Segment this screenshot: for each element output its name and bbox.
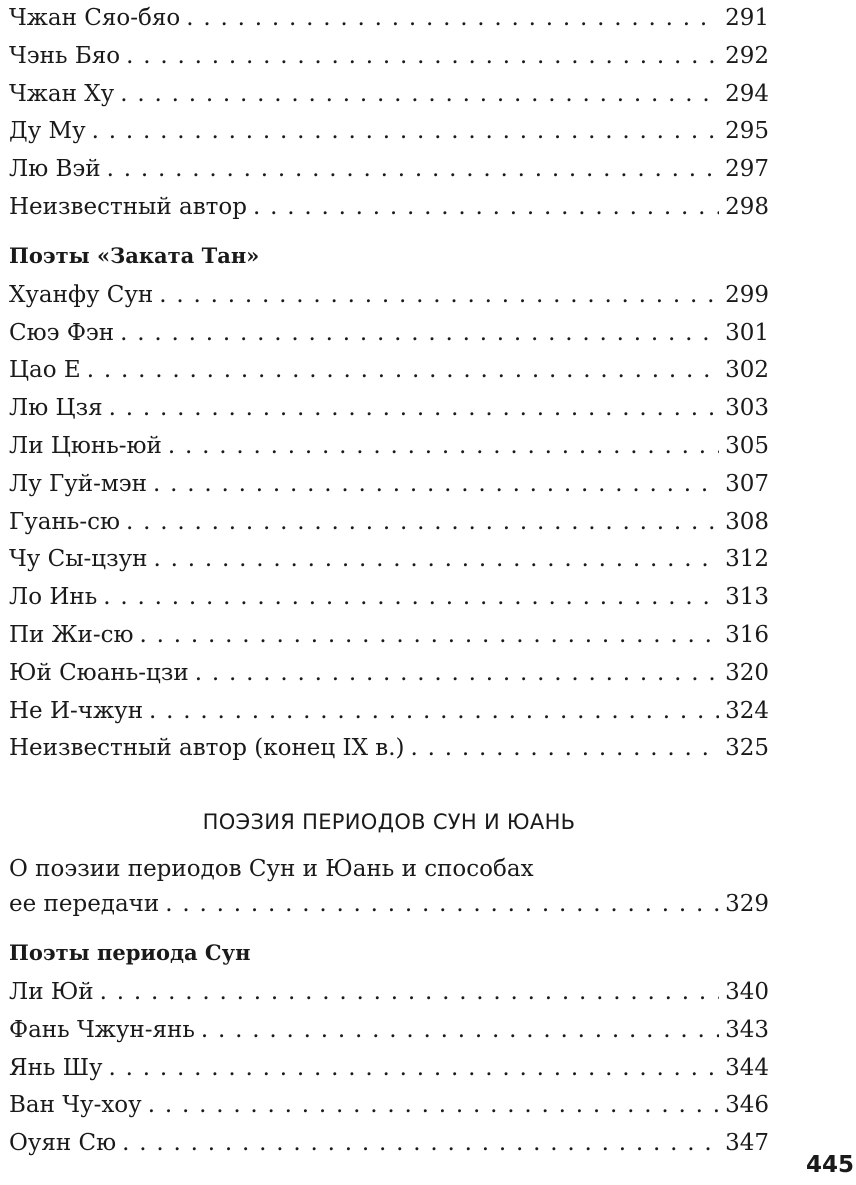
toc-entry [9, 579, 769, 617]
dot-leader [201, 1012, 719, 1050]
toc-entry [9, 1125, 769, 1163]
part-heading: ПОЭЗИЯ ПЕРИОДОВ СУН И ЮАНЬ [202, 810, 576, 835]
dot-leader [153, 466, 719, 504]
toc-entry-page: 301 [719, 315, 769, 353]
toc-entry-page: 292 [719, 38, 769, 76]
toc-entry [9, 466, 769, 504]
toc-page [9, 0, 769, 1163]
toc-entry-page: 307 [719, 466, 769, 504]
dot-leader [109, 1050, 720, 1088]
toc-entry-page: 344 [719, 1050, 769, 1088]
toc-entry-name: Лу Гуй-мэн [9, 466, 153, 504]
dot-leader [103, 579, 719, 617]
toc-entry [9, 0, 769, 38]
toc-entry-page: 343 [719, 1012, 769, 1050]
dot-leader [154, 541, 720, 579]
dot-leader [107, 151, 719, 189]
toc-entry [9, 617, 769, 655]
dot-leader [140, 617, 720, 655]
dot-leader [165, 886, 719, 924]
toc-entry-name: Сюэ Фэн [9, 315, 120, 353]
page-number: 445 [806, 1152, 855, 1178]
dot-leader [120, 315, 719, 353]
dot-leader [126, 504, 719, 542]
toc-entry-page: 305 [719, 428, 769, 466]
toc-section-sun-list [9, 974, 769, 1163]
toc-entry [9, 315, 769, 353]
toc-entry-page: 295 [719, 113, 769, 151]
dot-leader [186, 0, 719, 38]
toc-entry-page: 297 [719, 151, 769, 189]
toc-entry-page: 320 [719, 655, 769, 693]
toc-entry [9, 1012, 769, 1050]
toc-entry [9, 886, 769, 924]
toc-entry-page: 298 [719, 189, 769, 227]
toc-entry-page: 308 [719, 504, 769, 542]
toc-entry-name-line2: ее передачи [9, 886, 165, 924]
dot-leader [100, 974, 719, 1012]
toc-entry [9, 428, 769, 466]
toc-entry [9, 390, 769, 428]
toc-entry-name: Оуян Сю [9, 1125, 122, 1163]
dot-leader [195, 655, 719, 693]
toc-entry-name: Ли Цюнь-юй [9, 428, 168, 466]
toc-entry-name: Пи Жи-сю [9, 617, 140, 655]
toc-entry-name: Чу Сы-цзун [9, 541, 154, 579]
toc-entry [9, 541, 769, 579]
toc-entry [9, 352, 769, 390]
toc-entry [9, 151, 769, 189]
toc-entry-page: 324 [719, 693, 769, 731]
toc-entry [9, 974, 769, 1012]
dot-leader [168, 428, 719, 466]
toc-entry [9, 113, 769, 151]
toc-entry-page: 299 [719, 277, 769, 315]
section-heading-sun: Поэты периода Сун [9, 939, 251, 965]
toc-entry-name: Лю Цзя [9, 390, 109, 428]
toc-entry-name: Лю Вэй [9, 151, 107, 189]
dot-leader [92, 113, 719, 151]
dot-leader [126, 38, 719, 76]
toc-entry [9, 693, 769, 731]
toc-entry [9, 1087, 769, 1125]
toc-entry [9, 189, 769, 227]
toc-entry [9, 1050, 769, 1088]
toc-entry-name: Гуань-сю [9, 504, 126, 542]
toc-entry-name: Чжан Ху [9, 76, 120, 114]
dot-leader [253, 189, 719, 227]
toc-entry-name: Неизвестный автор (конец IX в.) [9, 730, 411, 768]
toc-entry-name: Юй Сюань-цзи [9, 655, 195, 693]
dot-leader [159, 277, 719, 315]
toc-entry-page: 316 [719, 617, 769, 655]
toc-entry-name: Ду Му [9, 113, 92, 151]
toc-entry-page: 291 [719, 0, 769, 38]
toc-entry-name: Ло Инь [9, 579, 103, 617]
toc-entry-name: Чэнь Бяо [9, 38, 126, 76]
dot-leader [411, 730, 720, 768]
toc-entry [9, 76, 769, 114]
toc-entry-page: 312 [719, 541, 769, 579]
dot-leader [87, 352, 719, 390]
toc-entry-name: Ван Чу-хоу [9, 1087, 148, 1125]
toc-entry [9, 655, 769, 693]
toc-entry-name: Чжан Сяо-бяо [9, 0, 186, 38]
toc-entry-name: Неизвестный автор [9, 189, 253, 227]
toc-entry-name: Цао Е [9, 352, 87, 390]
toc-entry-name: Не И-чжун [9, 693, 149, 731]
toc-entry-page: 347 [719, 1125, 769, 1163]
dot-leader [149, 693, 719, 731]
toc-entry-page: 313 [719, 579, 769, 617]
dot-leader [120, 76, 719, 114]
toc-top-list [9, 0, 769, 227]
dot-leader [109, 390, 719, 428]
toc-entry-page: 302 [719, 352, 769, 390]
toc-section-zakata-list [9, 277, 769, 768]
toc-entry-page: 294 [719, 76, 769, 114]
toc-entry-name: Фань Чжун-янь [9, 1012, 201, 1050]
toc-entry-name-line1: О поэзии периодов Сун и Юань и способах [9, 856, 534, 883]
toc-entry-name: Ли Юй [9, 974, 100, 1012]
section-heading-zakata-tan: Поэты «Заката Тан» [9, 242, 260, 268]
toc-entry-name: Янь Шу [9, 1050, 109, 1088]
toc-entry-page: 303 [719, 390, 769, 428]
toc-entry-page: 346 [719, 1087, 769, 1125]
toc-entry [9, 38, 769, 76]
toc-entry-name: Хуанфу Сун [9, 277, 159, 315]
toc-entry [9, 730, 769, 768]
toc-entry-page: 340 [719, 974, 769, 1012]
toc-intro-entry [9, 852, 769, 924]
dot-leader [122, 1125, 719, 1163]
toc-entry-page: 325 [719, 730, 769, 768]
toc-entry [9, 277, 769, 315]
toc-entry-page: 329 [719, 886, 769, 924]
dot-leader [148, 1087, 719, 1125]
toc-entry [9, 504, 769, 542]
